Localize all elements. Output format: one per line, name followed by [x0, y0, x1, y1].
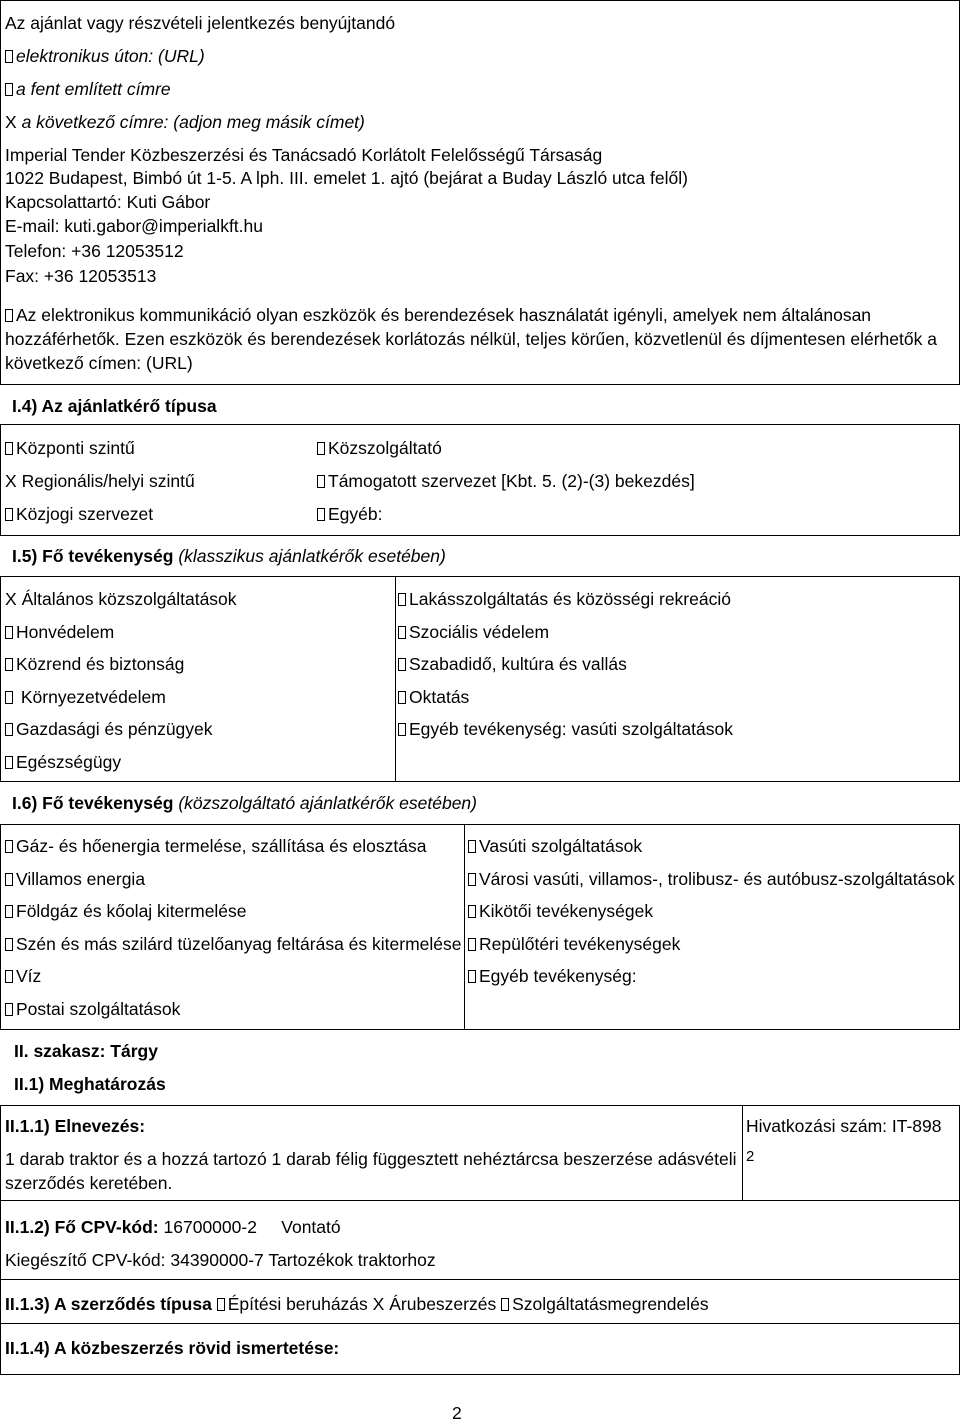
option-label: Egészségügy — [16, 751, 122, 772]
checkbox-icon — [217, 1298, 225, 1311]
option-label: Regionális/helyi szintű — [21, 471, 195, 491]
option-label: Közrend és biztonság — [16, 654, 185, 674]
option-label: Földgáz és kőolaj kitermelése — [16, 901, 247, 921]
option-label: Általános közszolgáltatások — [21, 589, 237, 609]
checkbox-icon — [5, 938, 13, 951]
reference-number: Hivatkozási szám: IT-898 — [746, 1116, 942, 1136]
option-item — [5, 653, 184, 675]
checkbox-icon — [5, 658, 13, 671]
section-ii11-divider — [742, 1105, 743, 1201]
option-label: Egyéb tevékenység: vasúti szolgáltatások — [409, 719, 733, 739]
checkbox-icon — [5, 691, 13, 704]
option-item — [317, 503, 382, 525]
option-item — [468, 835, 642, 857]
name-label: II.1.1) Elnevezés: — [5, 1116, 146, 1136]
option-item — [5, 503, 153, 525]
checkbox-icon — [5, 309, 13, 322]
submission-option-above: a fent említett címre — [5, 78, 171, 100]
option-item — [5, 751, 121, 773]
submission-fax: Fax: +36 12053513 — [5, 266, 157, 286]
option-item — [5, 965, 41, 987]
checkbox-icon — [5, 840, 13, 853]
option-label: Postai szolgáltatások — [16, 998, 181, 1019]
submission-contact: Kapcsolattartó: Kuti Gábor — [5, 192, 211, 212]
option-label: Szabadidő, kultúra és vallás — [409, 654, 627, 674]
option-item — [398, 588, 731, 610]
option-item — [317, 437, 442, 459]
option-label: Oktatás — [409, 686, 470, 707]
submission-company: Imperial Tender Közbeszerzési és Tanácsadó Korlátolt Felelősségű Társaság — [5, 145, 603, 165]
check-mark: X — [5, 112, 17, 132]
checkbox-icon — [5, 1003, 13, 1016]
section-i5-divider — [395, 576, 396, 782]
checkbox-icon — [5, 83, 13, 96]
section-i5-title: I.5) Fő tevékenység (klasszikus ajánlatkérők esetében) — [12, 546, 446, 566]
reference-continuation: 2 — [746, 1148, 755, 1165]
option-label: Szociális védelem — [409, 621, 550, 642]
option-label: Városi vasúti, villamos-, trolibusz- és autóbusz-szolgáltatások — [479, 868, 955, 889]
section-ii1-title: II.1) Meghatározás — [14, 1074, 166, 1094]
page-number: 2 — [452, 1403, 462, 1423]
option-item — [5, 868, 145, 890]
check-mark: X — [5, 589, 17, 609]
option-item — [5, 900, 247, 922]
checkbox-icon — [5, 723, 13, 736]
option-label: Támogatott szervezet [Kbt. 5. (2)-(3) bekezdés] — [328, 471, 695, 491]
checkbox-icon — [398, 593, 406, 606]
checkbox-icon — [5, 626, 13, 639]
checkbox-icon — [468, 905, 476, 918]
option-item — [5, 588, 237, 610]
checkbox-icon — [398, 723, 406, 736]
option-label: Víz — [16, 966, 42, 986]
checkbox-icon — [468, 873, 476, 886]
option-label: Egyéb tevékenység: — [479, 966, 637, 986]
checkbox-icon — [398, 691, 406, 704]
option-item — [398, 621, 549, 643]
option-item — [5, 718, 213, 740]
contract-type: II.1.3) A szerződés típusa Építési beruházás X Árubeszerzés Szolgáltatásmegrendelés — [5, 1294, 709, 1314]
submission-option-other: X a következő címre: (adjon meg másik címet) — [5, 112, 365, 132]
option-label: Lakásszolgáltatás és közösségi rekreáció — [409, 589, 731, 609]
option-item — [398, 653, 627, 675]
checkbox-icon — [468, 840, 476, 853]
cpv-main: II.1.2) Fő CPV-kód: 16700000-2 Vontató — [5, 1217, 341, 1237]
checkbox-icon — [5, 508, 13, 521]
option-item — [5, 437, 135, 459]
option-item — [5, 686, 166, 708]
section-i6-divider — [464, 824, 465, 1030]
cpv-extra: Kiegészítő CPV-kód: 34390000-7 Tartozékok traktorhoz — [5, 1250, 436, 1270]
checkbox-icon — [398, 658, 406, 671]
checkbox-icon — [398, 626, 406, 639]
option-label: Gáz- és hőenergia termelése, szállítása és elosztása — [16, 836, 427, 856]
option-label: Szén és más szilárd tüzelőanyag feltárása és kitermelése — [16, 933, 462, 954]
checkbox-icon — [5, 873, 13, 886]
option-item — [398, 686, 469, 708]
checkbox-icon — [468, 970, 476, 983]
option-label: Honvédelem — [16, 621, 115, 642]
section-i6-title: I.6) Fő tevékenység (közszolgáltató ajánlatkérők esetében) — [12, 793, 477, 813]
check-mark: X — [372, 1294, 385, 1314]
section-i4-title: I.4) Az ajánlatkérő típusa — [12, 396, 217, 416]
option-label: Vasúti szolgáltatások — [479, 836, 643, 856]
option-label: Villamos energia — [16, 868, 146, 889]
submission-heading: Az ajánlat vagy részvételi jelentkezés benyújtandó — [5, 13, 396, 33]
checkbox-icon — [501, 1298, 509, 1311]
checkbox-icon — [317, 442, 325, 455]
option-item — [468, 868, 955, 890]
option-item — [468, 900, 653, 922]
submission-ecomm-note: Az elektronikus kommunikáció olyan eszközök és berendezések használatát igényli, amelyek nem általánosan hozzáférhetők. Ezen eszközök és berendezések korlátozás nélkül, teljes körűen, közvetlenül és díjmentesen elérhetők a következő címen: (URL) — [5, 305, 937, 373]
option-item — [5, 998, 180, 1020]
option-item — [468, 933, 680, 955]
option-label: Központi szintű — [16, 438, 135, 458]
option-item — [5, 933, 462, 955]
checkbox-icon — [5, 50, 13, 63]
checkbox-icon — [317, 475, 325, 488]
submission-email: E-mail: kuti.gabor@imperialkft.hu — [5, 216, 263, 236]
checkbox-icon — [5, 756, 13, 769]
option-label: Gazdasági és pénzügyek — [16, 719, 213, 739]
option-label: Kikötői tevékenységek — [479, 901, 654, 921]
option-label: Egyéb: — [328, 504, 383, 524]
option-label: Közszolgáltató — [328, 438, 442, 458]
checkbox-icon — [5, 970, 13, 983]
submission-phone: Telefon: +36 12053512 — [5, 241, 184, 261]
check-mark: X — [5, 471, 17, 491]
checkbox-icon — [5, 905, 13, 918]
checkbox-icon — [317, 508, 325, 521]
option-label: Környezetvédelem — [16, 686, 166, 707]
option-item — [5, 470, 195, 492]
brief-label: II.1.4) A közbeszerzés rövid ismertetése: — [5, 1338, 340, 1358]
submission-address: 1022 Budapest, Bimbó út 1-5. A lph. III. emelet 1. ajtó (bejárat a Buday László utca felől) — [5, 168, 688, 188]
option-item — [317, 470, 695, 492]
option-item — [468, 965, 637, 987]
option-item — [398, 718, 733, 740]
section-ii-title: II. szakasz: Tárgy — [14, 1041, 158, 1061]
option-item — [5, 621, 114, 643]
option-label: Közjogi szervezet — [16, 504, 154, 524]
checkbox-icon — [468, 938, 476, 951]
name-text: 1 darab traktor és a hozzá tartozó 1 darab félig függesztett nehéztárcsa beszerzése adásvételi szerződés keretében. — [5, 1149, 737, 1193]
option-item — [5, 835, 426, 857]
option-label: Repülőtéri tevékenységek — [479, 933, 681, 954]
checkbox-icon — [5, 442, 13, 455]
submission-option-electronic: elektronikus úton: (URL) — [5, 45, 205, 67]
